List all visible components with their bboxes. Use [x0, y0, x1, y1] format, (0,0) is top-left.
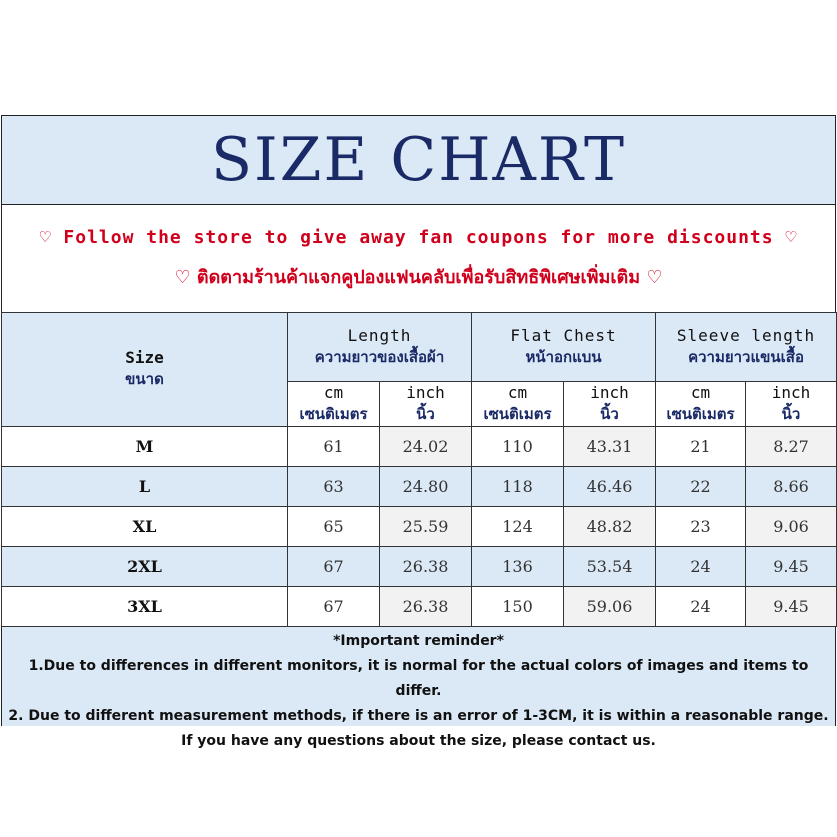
size-cell: L	[2, 467, 288, 507]
value-cell: 46.46	[564, 467, 656, 507]
unit-inch-en: inch	[406, 382, 445, 402]
title-banner	[1, 115, 836, 205]
notes-heading: *Important reminder*	[333, 633, 504, 649]
sleeve-header	[656, 313, 837, 382]
sleeve-header-th: ความยาวแขนเสื้อ	[688, 347, 804, 366]
chart-title: SIZE CHART	[210, 125, 627, 195]
unit-inch-en: inch	[590, 382, 629, 402]
value-cell: 24	[656, 547, 746, 587]
value-cell: 67	[288, 547, 380, 587]
unit-cm	[288, 382, 380, 427]
chest-header-en: Flat Chest	[510, 325, 617, 345]
unit-cm	[656, 382, 746, 427]
size-header-th: ขนาด	[125, 370, 164, 388]
chest-header	[472, 313, 656, 382]
value-cell: 59.06	[564, 587, 656, 627]
promo-banner	[1, 205, 836, 312]
value-cell: 53.54	[564, 547, 656, 587]
value-cell: 26.38	[380, 587, 472, 627]
length-header-en: Length	[347, 325, 412, 345]
table-row	[2, 467, 837, 507]
value-cell: 110	[472, 427, 564, 467]
unit-cm-th: เซนติเมตร	[666, 404, 735, 423]
value-cell: 118	[472, 467, 564, 507]
notes-section	[1, 627, 836, 749]
value-cell: 24	[656, 587, 746, 627]
size-cell: 2XL	[2, 547, 288, 587]
value-cell: 124	[472, 507, 564, 547]
table-row	[2, 507, 837, 547]
unit-inch-en: inch	[771, 382, 811, 402]
unit-cm-en: cm	[507, 382, 528, 402]
value-cell: 23	[656, 507, 746, 547]
sleeve-header-en: Sleeve length	[676, 325, 816, 345]
value-cell: 8.66	[746, 467, 837, 507]
unit-cm	[472, 382, 564, 427]
value-cell: 8.27	[746, 427, 837, 467]
size-chart	[1, 115, 836, 749]
value-cell: 25.59	[380, 507, 472, 547]
value-cell: 9.45	[746, 547, 837, 587]
unit-inch	[380, 382, 472, 427]
value-cell: 67	[288, 587, 380, 627]
unit-inch-th: นิ้ว	[416, 404, 435, 423]
value-cell: 136	[472, 547, 564, 587]
length-header-th: ความยาวของเสื้อผ้า	[314, 347, 445, 366]
length-header	[288, 313, 472, 382]
value-cell: 24.80	[380, 467, 472, 507]
value-cell: 26.38	[380, 547, 472, 587]
value-cell: 21	[656, 427, 746, 467]
value-cell: 9.45	[746, 587, 837, 627]
table-row	[2, 547, 837, 587]
value-cell: 63	[288, 467, 380, 507]
chest-header-th: หน้าอกแบน	[525, 347, 602, 366]
value-cell: 43.31	[564, 427, 656, 467]
size-cell: 3XL	[2, 587, 288, 627]
table-row	[2, 587, 837, 627]
unit-cm-en: cm	[323, 382, 344, 402]
value-cell: 61	[288, 427, 380, 467]
unit-inch	[746, 382, 837, 427]
notes-line-1: 1.Due to differences in different monitors, it is normal for the actual colors of images and items to differ.	[28, 658, 809, 699]
notes-line-2: 2. Due to different measurement methods, if there is an error of 1-3CM, it is within a reasonable range. If you have any questions about the size, please contact us.	[8, 708, 829, 749]
unit-cm-th: เซนติเมตร	[483, 404, 552, 423]
unit-cm-en: cm	[690, 382, 711, 402]
size-table	[1, 312, 837, 627]
unit-inch-th: นิ้ว	[781, 404, 801, 423]
value-cell: 65	[288, 507, 380, 547]
value-cell: 48.82	[564, 507, 656, 547]
value-cell: 150	[472, 587, 564, 627]
promo-thai: ♡ ติดตามร้านค้าแจกคูปองแฟนคลับเพื่อรับสิทธิพิเศษเพิ่มเติม ♡	[174, 266, 663, 288]
value-cell: 24.02	[380, 427, 472, 467]
value-cell: 9.06	[746, 507, 837, 547]
value-cell: 22	[656, 467, 746, 507]
unit-cm-th: เซนติเมตร	[299, 404, 368, 423]
promo-english: ♡ Follow the store to give away fan coupons for more discounts ♡	[39, 226, 798, 248]
table-row	[2, 427, 837, 467]
size-header-en: Size	[125, 348, 164, 367]
size-cell: XL	[2, 507, 288, 547]
size-cell: M	[2, 427, 288, 467]
unit-inch	[564, 382, 656, 427]
size-header	[2, 313, 288, 427]
unit-inch-th: นิ้ว	[600, 404, 619, 423]
